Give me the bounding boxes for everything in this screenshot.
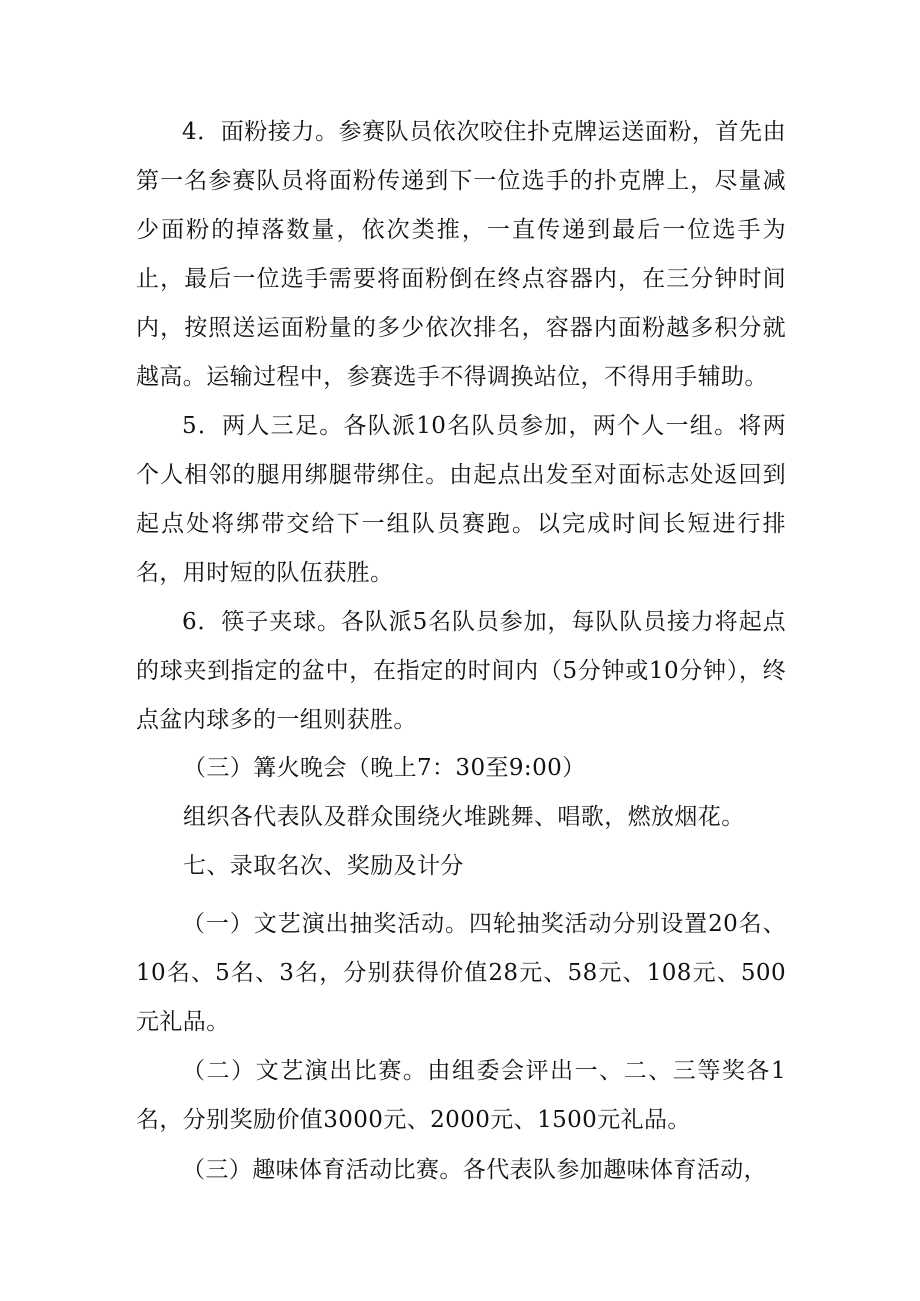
paragraph-performance-contest: （二）文艺演出比赛。由组委会评出一、二、三等奖各1名，分别奖励价值3000元、2000元、1500元礼品。 (136, 1058, 786, 1133)
heading-section-seven: 七、录取名次、奖励及计分 (183, 853, 464, 879)
paragraph-three-legged-race: 5．两人三足。各队派10名队员参加，两个人一组。将两个人相邻的腿用绑腿带绑住。由起点出发至对面标志处返回到起点处将绑带交给下一组队员赛跑。以完成时间长短进行排名，用时短的队伍获胜。 (136, 413, 786, 586)
paragraph-lottery: （一）文艺演出抽奖活动。四轮抽奖活动分别设置20名、10名、5名、3名，分别获得价值28元、58元、108元、500元礼品。 (136, 911, 786, 1035)
paragraph-flour-relay: 4．面粉接力。参赛队员依次咬住扑克牌运送面粉，首先由第一名参赛队员将面粉传递到下一位选手的扑克牌上，尽量减少面粉的掉落数量，依次类推，一直传递到最后一位选手为止，最后一位选手需要将面粉倒在终点容器内，在三分钟时间内，按照送运面粉量的多少依次排名，容器内面粉越多积分就越高。运输过程中，参赛选手不得调换站位，不得用手辅助。 (136, 119, 786, 390)
paragraph-chopsticks-ball: 6．筷子夹球。各队派5名队员参加，每队队员接力将起点的球夹到指定的盆中，在指定的时间内（5分钟或10分钟），终点盆内球多的一组则获胜。 (136, 609, 786, 733)
heading-bonfire-party: （三）篝火晚会（晚上7：30至9:00） (183, 755, 586, 781)
paragraph-fun-sports: （三）趣味体育活动比赛。各代表队参加趣味体育活动， (182, 1157, 767, 1183)
paragraph-bonfire-body: 组织各代表队及群众围绕火堆跳舞、唱歌，燃放烟花。 (183, 804, 745, 830)
